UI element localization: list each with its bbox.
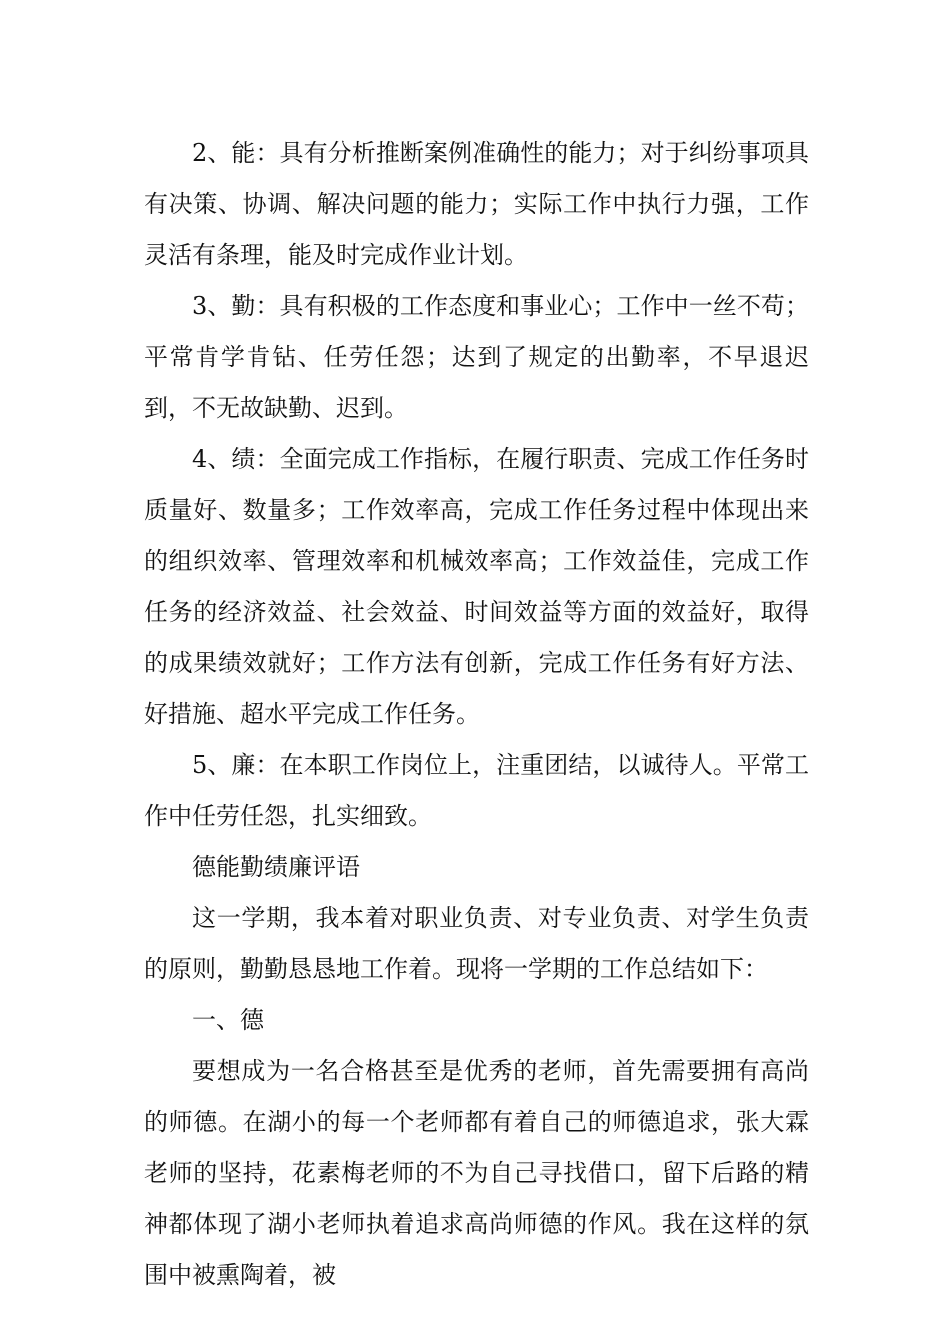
section-heading-evaluation: 德能勤绩廉评语 — [192, 853, 360, 881]
paragraph-diligence: 3、勤：具有积极的工作态度和事业心；工作中一丝不苟；平常肯学肯钻、任劳任怨；达到了规定的出勤率，不早退迟到，不无故缺勤、迟到。 — [144, 292, 809, 422]
section-heading-morality: 一、德 — [192, 1006, 264, 1034]
paragraph-ability: 2、能：具有分析推断案例准确性的能力；对于纠纷事项具有决策、协调、解决问题的能力；实际工作中执行力强，工作灵活有条理，能及时完成作业计划。 — [144, 139, 809, 269]
document-body — [144, 128, 809, 1301]
paragraph-intro: 这一学期，我本着对职业负责、对专业负责、对学生负责的原则，勤勤恳恳地工作着。现将一学期的工作总结如下： — [144, 904, 809, 983]
paragraph-performance: 4、绩：全面完成工作指标，在履行职责、完成工作任务时质量好、数量多；工作效率高，完成工作任务过程中体现出来的组织效率、管理效率和机械效率高；工作效益佳，完成工作任务的经济效益、社会效益、时间效益等方面的效益好，取得的成果绩效就好；工作方法有创新，完成工作任务有好方法、好措施、超水平完成工作任务。 — [144, 445, 809, 728]
paragraph-morality: 要想成为一名合格甚至是优秀的老师，首先需要拥有高尚的师德。在湖小的每一个老师都有着自己的师德追求，张大霖老师的坚持，花素梅老师的不为自己寻找借口，留下后路的精神都体现了湖小老师执着追求高尚师德的作风。我在这样的氛围中被熏陶着，被 — [144, 1057, 809, 1289]
paragraph-integrity: 5、廉：在本职工作岗位上，注重团结，以诚待人。平常工作中任劳任怨，扎实细致。 — [144, 751, 809, 830]
